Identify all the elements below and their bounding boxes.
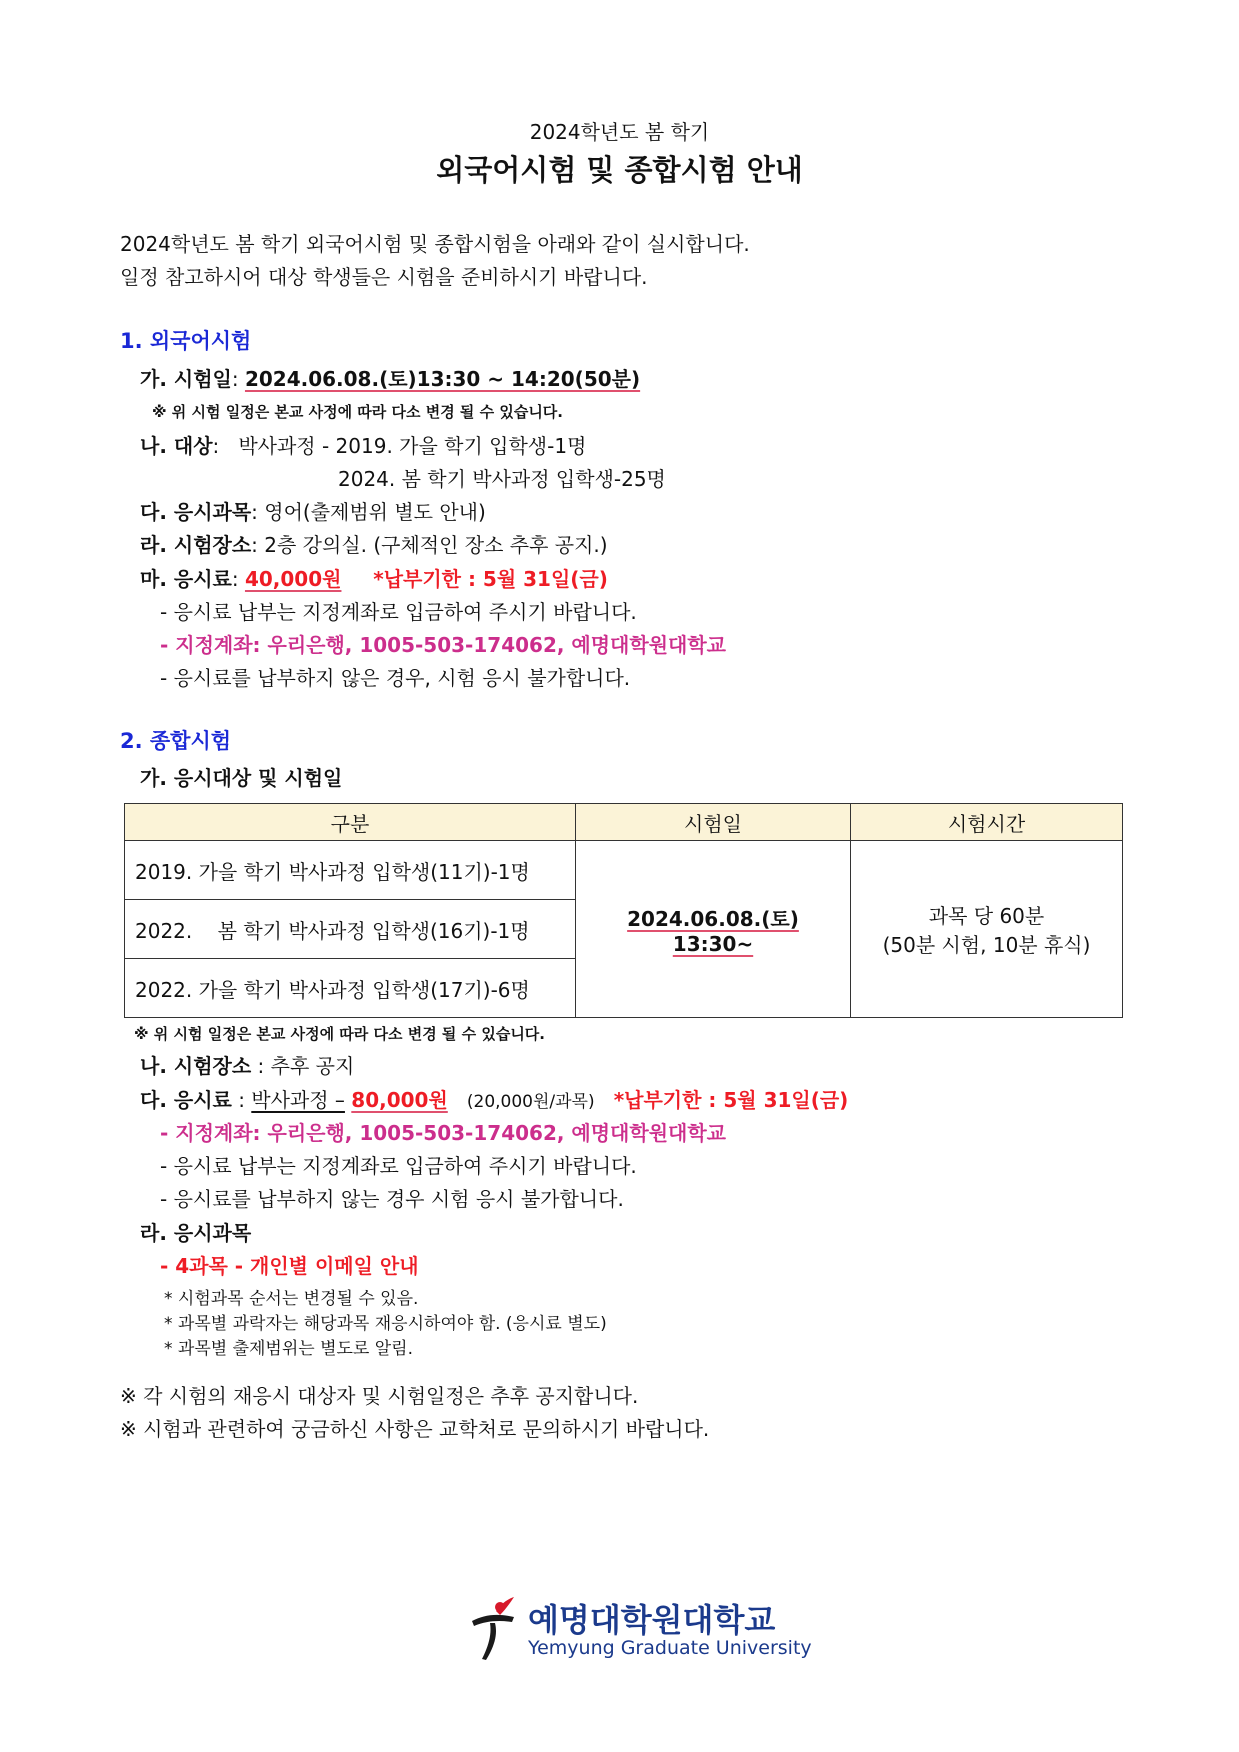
section2-note: ※ 위 시험 일정은 본교 사정에 따라 다소 변경 될 수 있습니다. [134,1025,545,1043]
section1-bullet-1: - 응시료 납부는 지정계좌로 입금하여 주시기 바랍니다. [160,600,637,624]
exam-time-line2: (50분 시험, 10분 휴식) [882,933,1091,957]
section1-heading: 1. 외국어시험 [120,329,252,353]
document-title: 외국어시험 및 종합시험 안내 [436,153,803,187]
section1-place-row: 라. 시험장소: 2층 강의실. (구체적인 장소 추후 공지.) [140,533,608,557]
section1-date-label: 가. 시험일 [140,367,232,391]
section1-fee-label: 마. 응시료 [140,567,232,591]
section2-place-label: 나. 시험장소 [140,1054,252,1078]
section2-star-2: * 과목별 과락자는 해당과목 재응시하여야 함. (응시료 별도) [164,1314,607,1334]
section1-deadline: *납부기한 : 5월 31일(금) [373,567,608,591]
table-cell-time [851,841,1123,1018]
table-cell-date [576,841,851,1018]
schedule-table [124,803,1123,1018]
table-cell-category: 2022. 봄 학기 박사과정 입학생(16기)-1명 [125,900,576,959]
section2-star-3: * 과목별 출제범위는 별도로 알림. [164,1339,414,1359]
section1-fee-value: 40,000원 [244,567,342,591]
section2-bullet-3: - 응시료를 납부하지 않는 경우 시험 응시 불가합니다. [160,1187,624,1211]
section1-target-line2: 2024. 봄 학기 박사과정 입학생-25명 [338,467,666,491]
section2-bullet-account: - 지정계좌: 우리은행, 1005-503-174062, 예명대학원대학교 [160,1121,726,1145]
section1-bullet-account: - 지정계좌: 우리은행, 1005-503-174062, 예명대학원대학교 [160,633,726,657]
section2-fee-prefix: 박사과정 – [251,1088,345,1112]
section1-subject-row: 다. 응시과목: 영어(출제범위 별도 안내) [140,500,486,524]
table-cell-category: 2019. 가을 학기 박사과정 입학생(11기)-1명 [125,841,576,900]
section2-deadline: *납부기한 : 5월 31일(금) [613,1088,849,1112]
section1-bullet-3: - 응시료를 납부하지 않은 경우, 시험 응시 불가합니다. [160,666,631,690]
table-cell-category: 2022. 가을 학기 박사과정 입학생(17기)-6명 [125,959,576,1018]
table-header-row [125,804,1123,841]
section1-subject-label: 다. 응시과목 [140,500,252,524]
section1-place-value: 2층 강의실. (구체적인 장소 추후 공지.) [264,533,608,557]
table-header-time: 시험시간 [851,804,1123,841]
section2-place-value: 추후 공지 [270,1054,355,1078]
section2-subject-value: - 4과목 - 개인별 이메일 안내 [160,1254,419,1278]
section2-star-1: * 시험과목 순서는 변경될 수 있음. [164,1289,419,1309]
section2-fee-per-subject: (20,000원/과목) [466,1092,595,1112]
section1-subject-value: 영어(출제범위 별도 안내) [264,500,486,524]
section2-fee-row: 다. 응시료 : 박사과정 – 80,000원 (20,000원/과목) *납부기한 : 5월 31일(금) [140,1088,849,1112]
university-emblem-icon [468,1595,518,1661]
exam-date: 2024.06.08.(토) 13:30~ [627,906,799,956]
logo-name-korean: 예명대학원대학교 [528,1601,776,1639]
section2-fee-label: 다. 응시료 [140,1088,232,1112]
section1-place-label: 라. 시험장소 [140,533,252,557]
section2-place-row: 나. 시험장소 : 추후 공지 [140,1054,355,1078]
section1-target-line1: 박사과정 - 2019. 가을 학기 입학생-1명 [238,434,587,458]
intro-line-2: 일정 참고하시어 대상 학생들은 시험을 준비하시기 바랍니다. [120,265,648,289]
table-row [125,841,1123,900]
table-header-date: 시험일 [576,804,851,841]
section1-date-value: 2024.06.08.(토)13:30 ~ 14:20(50분) [244,367,641,391]
document-subtitle: 2024학년도 봄 학기 [529,120,710,144]
section2-heading: 2. 종합시험 [120,729,232,753]
footer-note-2: ※ 시험과 관련하여 궁금하신 사항은 교학처로 문의하시기 바랍니다. [120,1417,710,1441]
section2-fee-value: 80,000원 [351,1088,448,1112]
section1-target-label: 나. 대상 [140,434,213,458]
section2-sub-a: 가. 응시대상 및 시험일 [140,766,343,790]
logo-name-english: Yemyung Graduate University [528,1637,812,1659]
intro-line-1: 2024학년도 봄 학기 외국어시험 및 종합시험을 아래와 같이 실시합니다. [120,232,750,256]
table-header-category: 구분 [125,804,576,841]
section2-bullet-2: - 응시료 납부는 지정계좌로 입금하여 주시기 바랍니다. [160,1154,637,1178]
section1-date-row: 가. 시험일: 2024.06.08.(토)13:30 ~ 14:20(50분) [140,367,641,391]
footer-note-1: ※ 각 시험의 재응시 대상자 및 시험일정은 추후 공지합니다. [120,1384,639,1408]
section2-subject-label: 라. 응시과목 [140,1221,252,1245]
section1-target-row: 나. 대상: 박사과정 - 2019. 가을 학기 입학생-1명 [140,434,587,458]
section1-note: ※ 위 시험 일정은 본교 사정에 따라 다소 변경 될 수 있습니다. [152,403,563,421]
exam-time-line1: 과목 당 60분 [928,904,1045,928]
section1-fee-row: 마. 응시료: 40,000원 *납부기한 : 5월 31일(금) [140,567,608,591]
